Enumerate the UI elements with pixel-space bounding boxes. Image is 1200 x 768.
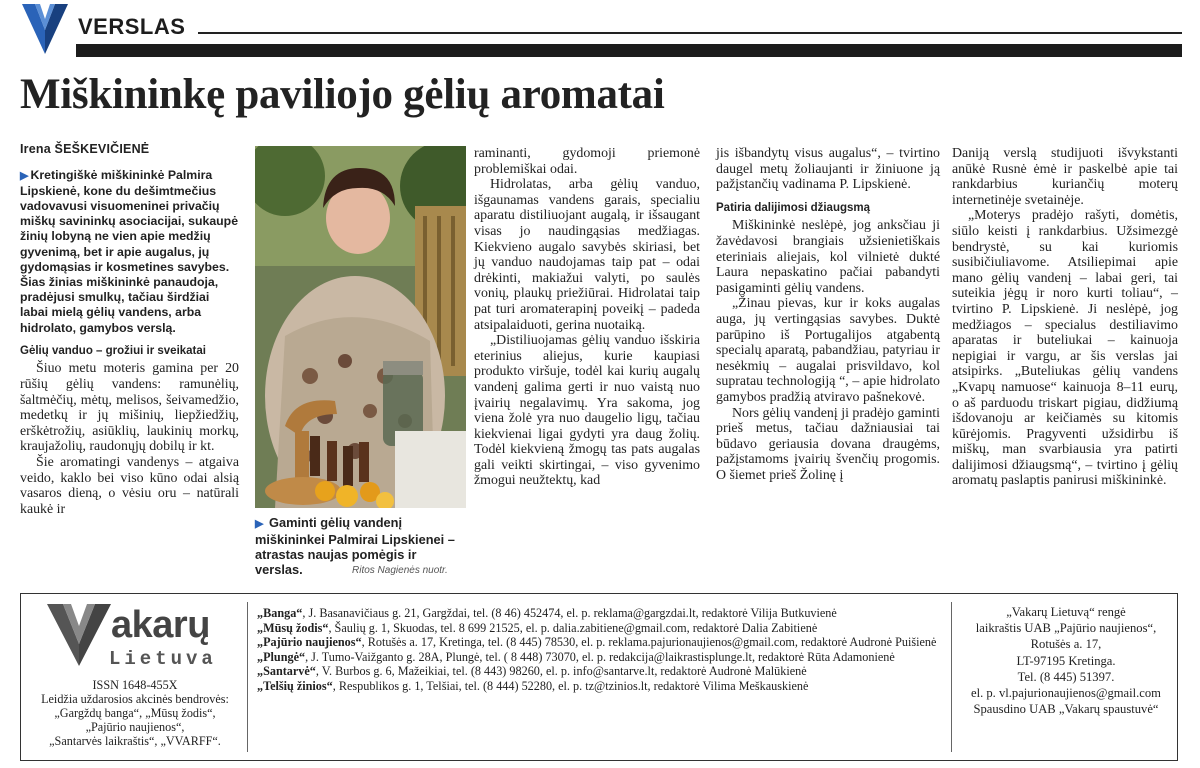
paper-details: , V. Burbos g. 6, Mažeikiai, tel. (8 443) 98260, el. p. info@santarve.lt, redaktorė Audronė Malūkienė <box>315 664 807 679</box>
paragraph: raminanti, gydomoji priemonė problemiškai odai. <box>474 146 700 177</box>
paper-details: , Rotušės a. 17, Kretinga, tel. (8 445) 78530, el. p. reklama.pajurionaujienos@gmail.com, redaktorė Audronė Puišienė <box>361 635 937 650</box>
paragraph: Šie aromatingi vandenys – atgaiva veido, kaklo bei viso kūno odai alsią vasaros dieną, o vėsiu oru – natūrali kaukė ir <box>20 454 239 517</box>
paper-name: „Plungė“ <box>257 649 306 664</box>
section-divider-thin <box>198 32 1182 34</box>
paragraph: Nors gėlių vandenį ji pradėjo gaminti prieš metus, tačiau dažniausiai tai būdavo geriausia dovana draugėms, pažįstamoms įvairių švenčių progomis. O šiemet prieš Žolinę į <box>716 405 940 483</box>
paper-name: „Pajūrio naujienos“ <box>257 635 362 650</box>
logo-wordmark-bottom: Lietuva <box>109 648 217 670</box>
subhead-1: Gėlių vanduo – grožiui ir sveikatai <box>20 344 206 357</box>
article-column-4 <box>716 146 940 483</box>
paper-entry <box>257 679 947 694</box>
section-masthead <box>22 4 1182 58</box>
paragraph: jis išbandytų visus augalus“, – tvirtino daugel metų žoliaujanti ir žiniuone ją pažįstančių vadinama P. Lipskienė. <box>716 146 940 193</box>
article-column-1 <box>20 142 239 517</box>
article-column-3 <box>474 146 700 489</box>
paper-entry <box>257 650 947 665</box>
photo-caption-text: Gaminti gėlių vandenį miškininkei Palmirai Lipskienei – atrastas naujas pomėgis ir verslas. <box>255 515 455 577</box>
paper-name: „Mūsų žodis“ <box>257 620 329 635</box>
publishers-intro: Leidžia uždarosios akcinės bendrovės: <box>41 692 229 706</box>
paragraph: „Žinau pievas, kur ir koks augalas auga, jų vertingąsias savybes. Duktė parūpino iš Portugalijos atgabentą specialų aparatą, pabandžiau, patyriau ir nesėkmių – augalai prisvildavo, kol supratau technologiją “, – apie hidrolato gamybos pradžią atviravo pašnekovė. <box>716 296 940 405</box>
footer-divider <box>951 602 952 752</box>
publisher-footer <box>20 593 1178 761</box>
editorial-email: el. p. vl.pajurionaujienos@gmail.com <box>971 686 1161 701</box>
photo-credit: Ritos Nagienės nuotr. <box>352 565 448 576</box>
paragraph: Daniją verslą studijuoti išvykstanti anūkė Rusnė ėmė ir paskelbė apie tai rankdarbius kuriančių moterų internetinėje svetainėje. <box>952 146 1178 208</box>
section-divider-bar <box>76 44 1182 57</box>
article-lead <box>20 168 239 336</box>
editorial-printer: Spausdino UAB „Vakarų spaustuvė“ <box>973 702 1159 717</box>
publishers-line: „Santarvės laikraštis“, „VVARFF“. <box>49 734 221 748</box>
article-headline: Miškininkę paviliojo gėlių aromatai <box>20 71 665 118</box>
lead-triangle-icon: ▶ <box>20 169 29 182</box>
photo-illustration <box>255 146 466 508</box>
section-label: VERSLAS <box>78 14 186 39</box>
footer-editorial-info <box>955 604 1177 717</box>
paper-details: , Respublikos g. 1, Telšiai, tel. (8 444) 52280, el. p. tz@tzinios.lt, redaktorė Vilima Meškauskienė <box>332 678 809 693</box>
issn: ISSN 1648-455X <box>92 678 178 692</box>
paper-details: , Šaulių g. 1, Skuodas, tel. 8 699 21525, el. p. dalia.zabitiene@gmail.com, redaktorė Dalia Zabitienė <box>328 620 818 635</box>
article-column-5 <box>952 146 1178 489</box>
article-photo <box>255 146 466 508</box>
editorial-line: laikraštis UAB „Pajūrio naujienos“, <box>975 621 1157 636</box>
footer-divider <box>247 602 248 752</box>
article-author: Irena ŠEŠKEVIČIENĖ <box>20 142 150 156</box>
paragraph: Hidrolatas, arba gėlių vanduo, išgaunamas vandens garais, specialiu aparatu distiliuojant augalą, ir išsaugant visas jo naudingąsias medžiagas. Kiekvieno augalo savybės skiriasi, bet jų vanduo naudojamas taip pat – odai drėkinti, makiažui valyti, po saulės vonių, plaukų priežiūrai. Hidrolatai taip pat turi aromaterapinį poveikį – padeda atsipalaiduoti, gerina nuotaiką. <box>474 177 700 333</box>
footer-papers-list <box>257 606 947 694</box>
paper-name: „Banga“ <box>257 606 303 620</box>
paragraph: „Moterys pradėjo rašyti, domėtis, siūlo keisti į rankdarbius. Užsimezgė bendrystė, su kai kuriomis susibičiuliavome. Atsiliepimai apie mano gėlių vandenį – labai geri, tai suteikia jėgų ir noro kurti toliau“, – tvirtino P. Lipskienė. Ji neslėpė, jog medžiagos – specialus destiliavimo aparatas ir buteliukai – kainuoja nepigiai ir vargu, ar šis verslas jai atsipirks. „Buteliukas gėlių vandens „Kvapų namuose“ kainuoja 8–11 eurų, o aš parduodu triskart pigiau, didžiumą išdovanoju ar keičiamės su kitomis kūrėjomis. Pragyventi užsidirbu iš miškų, man svarbiausia yra patirti dalijimosi džiaugsmą“, – tvirtino į gėlių aromatų paslaptis panirusi miškininkė. <box>952 208 1178 489</box>
publishers-line: „Gargždų banga“, „Mūsų žodis“, <box>54 706 216 720</box>
paper-details: , J. Basanavičiaus g. 21, Gargždai, tel. (8 46) 452474, el. p. reklama@gargzdai.lt, redaktorė Vilija Butkuvienė <box>302 606 837 620</box>
paragraph: „Distiliuojamas gėlių vanduo išskiria eterinius aliejus, kurie kaupiasi produkto viršuje, todėl kai kurių augalų vandenį galima gerti ir nuo vaistą nuo įvairių negalavimų. Yra sakoma, jog viena žolė yra nuo daugelio ligų, tačiau kiekvienai ligai gydyti yra daug žolių. Todėl kiekvieną žmogų tas pats augalas gali veikti skirtingai, – viso gyvenimo žmogui neužtektų, kad <box>474 333 700 489</box>
subhead-2: Patiria dalijimosi džiaugsmą <box>716 201 871 214</box>
paper-name: „Telšių žinios“ <box>257 678 333 693</box>
paper-entry <box>257 664 947 679</box>
logo-wordmark-top: akarų <box>111 604 210 646</box>
editorial-line: „Vakarų Lietuvą“ rengė <box>1006 605 1126 619</box>
article-lead-text: Kretingiškė miškininkė Palmira Lipskienė, kone du dešimtmečius vadovavusi visuomeninei privačių miškų savininkų asociacijai, sukaupė žinių lobyną ne vien apie medžių gyvenimą, bet ir apie augalus, jų gydomąsias ir kosmetines savybes. Šias žinias miškininkė panaudoja, pradėjusi smulkų, tačiau širdžiai labai mielą gėlių vandens, arba hidrolato, gamybos verslą. <box>20 167 239 335</box>
vakaru-v-logo-icon <box>47 604 111 666</box>
paper-entry <box>257 635 947 650</box>
paper-entry <box>257 606 947 621</box>
editorial-line: Rotušės a. 17, <box>1030 637 1102 652</box>
paragraph: Šiuo metu moteris gamina per 20 rūšių gėlių vandens: ramunėlių, šaltmėčių, mėtų, melisos, šeivamedžio, medetkų ir jų mišinių, liepžiedžių, erškėtrožių, asiūklių, laukinių morkų, kraujažolių, raudonųjų dobilų ir kt. <box>20 361 239 455</box>
paper-name: „Santarvė“ <box>257 664 316 679</box>
paragraph: Miškininkė neslėpė, jog anksčiau ji žavėdavosi brangiais užsienietiškais eteriniais aliejais, kol vilnietė dukté Laura nepaskatino pačiai pabandyti pasigaminti gėlių vandens. <box>716 218 940 296</box>
editorial-line: LT-97195 Kretinga. <box>1016 653 1116 668</box>
paper-details: , J. Tumo-Vaižganto g. 28A, Plungė, tel. ( 8 448) 73070, el. p. redakcija@laikrastisplunge.lt, redaktorė Rūta Adamonienė <box>305 649 895 664</box>
editorial-line: Tel. (8 445) 51397. <box>1017 669 1115 684</box>
section-v-logo-icon <box>22 4 68 54</box>
publishers-line: „Pajūrio naujienos“, <box>85 720 185 734</box>
paper-entry <box>257 621 947 636</box>
footer-publishers <box>25 678 245 748</box>
caption-triangle-icon: ▶ <box>255 518 264 530</box>
